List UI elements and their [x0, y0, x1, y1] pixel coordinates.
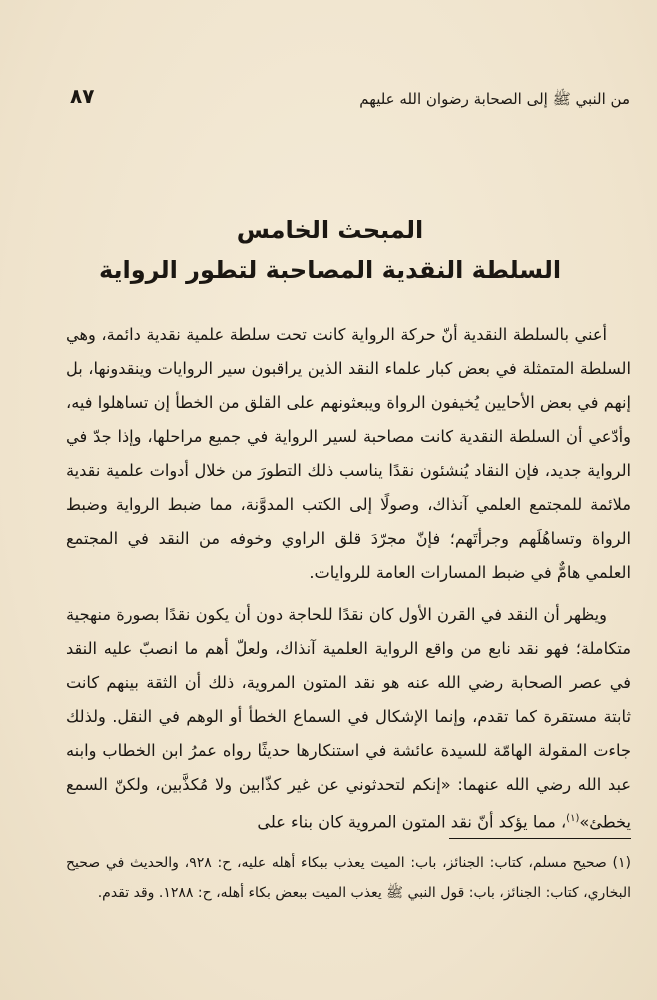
footnote-marker: (١)	[566, 813, 580, 824]
section-heading	[60, 210, 600, 290]
page-number: ٨٧	[70, 84, 95, 108]
paragraph-1: أعني بالسلطة النقدية أنّ حركة الرواية كانت تحت سلطة علمية نقدية دائمة، وهي السلطة المتمثلة في بعض كبار علماء النقد الذين يراقبون سير الروايات وينقدونها، بل إنهم في بعض الأحايين يُخيفون الرواة ويبعثونهم على القلق من الخطأ إن تساهلوا فيه، وأدّعي أن السلطة النقدية كانت مصاحبة لسير الرواية في جميع مراحلها، وإذا جدّ في الرواية جديد، فإن النقاد يُنشئون نقدًا يناسب ذلك التطورَ من خلال أدوات علمية نقدية ملائمة للمجتمع العلمي آنذاك، وصولًا إلى الكتب المدوَّنة، مما ضبط الرواية وضبط الرواة وتساهُلَهم وجرأتَهم؛ فإنّ مجرّدَ قلق الراوي وخوفه من النقد في المجتمع العلمي هامٌّ في ضبط المسارات العامة للروايات.	[66, 325, 631, 582]
page-header	[70, 80, 630, 120]
body-text	[66, 318, 631, 839]
footnote-1: (١) صحيح مسلم، كتاب: الجنائز، باب: الميت يعذب ببكاء أهله عليه، ح: ٩٢٨، والحديث في صحيح البخاري، كتاب: الجنائز، باب: قول النبي ﷺ يعذب الميت ببعض بكاء أهله، ح: ١٢٨٨. وقد تقدم.	[66, 855, 631, 901]
footnotes	[66, 848, 631, 908]
paragraph-2	[66, 598, 631, 839]
paragraph-2-end: ، مما يؤكد أنّ نقد المتون المروية كان بناء على	[257, 812, 567, 832]
running-title: من النبي ﷺ إلى الصحابة رضوان الله عليهم	[359, 90, 630, 108]
footnote-divider	[449, 838, 631, 839]
section-title: السلطة النقدية المصاحبة لتطور الرواية	[98, 256, 562, 284]
paragraph-2-text: ويظهر أن النقد في القرن الأول كان نقدًا للحاجة دون أن يكون نقدًا بصورة منهجية متكاملة؛ فهو نقد نابع من واقع الرواية العلمية آنذاك، ولعلّ أهم ما انصبّ عليه النقد في عصر الصحابة رضي الله عنه هو نقد المتون المروية، ذلك أن الثقة بينهم كانت ثابتة مستقرة كما تقدم، وإنما الإشكال في السماع الخطأ أو الوهم في النقل. ولذلك جاءت المقولة الهامّة للسيدة عائشة في استنكارها حديثًا رواه عمرُ ابن الخطاب وابنه عبد الله رضي الله عنهما: «إنكم لتحدثوني عن غير كذّابين ولا مُكذَّبين، ولكنّ السمع يخطئ»	[66, 605, 631, 832]
section-label: المبحث الخامس	[236, 216, 424, 244]
